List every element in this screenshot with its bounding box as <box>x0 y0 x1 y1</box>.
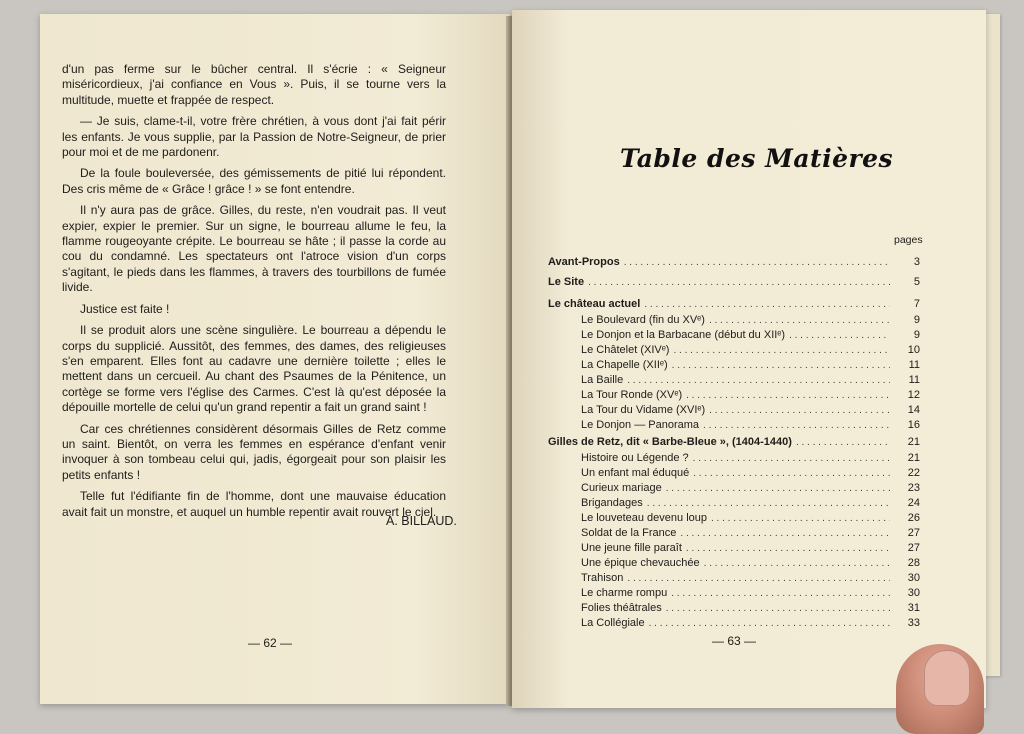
toc-leader-dots <box>693 453 890 464</box>
toc-entry-page: 33 <box>907 617 920 629</box>
toc-entry-label: Gilles de Retz, dit « Barbe-Bleue », (1404-1440) <box>548 436 792 448</box>
toc-entry-label: Le Donjon et la Barbacane (début du XIIᵉ) <box>581 329 786 341</box>
toc-entry-label: Une jeune fille paraît <box>581 542 682 554</box>
toc-entry-label: Le louveteau devenu loup <box>581 512 707 524</box>
toc-entry-label: Folies théâtrales <box>581 602 662 614</box>
toc-entry <box>548 298 920 313</box>
toc-entry <box>548 419 920 434</box>
toc-entry <box>548 329 920 344</box>
toc-entry-page: 28 <box>907 557 920 569</box>
toc-entry-page: 21 <box>907 436 920 448</box>
toc-leader-dots <box>671 588 890 599</box>
toc-entry <box>548 314 920 329</box>
toc-entry-page: 5 <box>913 276 920 288</box>
toc-entry-label: Le charme rompu <box>581 587 668 599</box>
toc-entry-label: Soldat de la France <box>581 527 677 539</box>
toc-entry-page: 14 <box>907 404 920 416</box>
toc-entry-page: 30 <box>907 572 920 584</box>
toc-entry-label: La Baille <box>581 374 624 386</box>
paragraph: De la foule bouleversée, des gémissements de pitié lui répondent. Des cris même de « Grâce ! grâce ! » se font entendre. <box>62 166 446 196</box>
paragraph: Car ces chrétiennes considèrent désormais Gilles de Retz comme un saint. Bientôt, on verra les femmes en espérance d'enfant venir invoquer à son tombeau celui qui, jadis, égorgeait pour son plaisir les petits enfants ! <box>62 421 446 482</box>
toc-entry-page: 3 <box>913 256 920 268</box>
toc-leader-dots <box>647 498 890 509</box>
toc-entry-page: 11 <box>908 374 920 386</box>
toc-entry-label: La Collégiale <box>581 617 645 629</box>
toc-entry-page: 12 <box>907 389 920 401</box>
toc-entry-page: 9 <box>913 329 920 341</box>
toc-entry <box>548 542 920 557</box>
toc-leader-dots <box>680 528 890 539</box>
toc-entry-page: 31 <box>907 602 920 614</box>
toc-entry-label: Le Donjon — Panorama <box>581 419 700 431</box>
toc-entry-page: 16 <box>907 419 920 431</box>
paragraph: Telle fut l'édifiante fin de l'homme, dont une mauvaise éducation avait fait un monstre, et auquel un humble repentir avait rouvert le ciel. <box>62 489 446 519</box>
toc-leader-dots <box>686 543 890 554</box>
toc-entry-label: La Tour Ronde (XVᵉ) <box>581 389 683 401</box>
toc-entry-label: Avant-Propos <box>548 256 620 268</box>
toc-entry-label: Brigandages <box>581 497 643 509</box>
toc-entry-label: Le Châtelet (XIVᵉ) <box>581 344 670 356</box>
toc-leader-dots <box>686 390 890 401</box>
toc-leader-dots <box>711 513 890 524</box>
toc-leader-dots <box>627 573 890 584</box>
toc-entry <box>548 452 920 467</box>
toc-entry-page: 10 <box>907 344 920 356</box>
toc-entry <box>548 256 920 271</box>
toc-entry-label: Le château actuel <box>548 298 641 310</box>
toc-leader-dots <box>588 277 890 288</box>
toc-entry-label: Trahison <box>581 572 624 584</box>
toc-entry <box>548 436 920 451</box>
page-number-left: — 62 — <box>248 636 293 650</box>
toc-entry <box>548 587 920 602</box>
toc-entry <box>548 557 920 572</box>
toc-leader-dots <box>644 299 890 310</box>
toc-entry-page: 26 <box>907 512 920 524</box>
toc-leader-dots <box>703 420 890 431</box>
toc-leader-dots <box>796 437 890 448</box>
toc-leader-dots <box>672 360 890 371</box>
toc-entry-label: La Tour du Vidame (XVIᵉ) <box>581 404 706 416</box>
left-page-text <box>62 62 446 526</box>
toc-leader-dots <box>673 345 890 356</box>
toc-title: Table des Matières <box>620 144 894 173</box>
toc-leader-dots <box>709 315 890 326</box>
toc-entry <box>548 482 920 497</box>
toc-leader-dots <box>693 468 890 479</box>
pages-column-label: pages <box>894 234 923 246</box>
toc-entry-page: 7 <box>913 298 920 310</box>
toc-entry-label: Le Boulevard (fin du XVᵉ) <box>581 314 705 326</box>
toc-entry-label: La Chapelle (XIIᵉ) <box>581 359 668 371</box>
toc-leader-dots <box>666 603 890 614</box>
toc-entry <box>548 276 920 291</box>
toc-entry <box>548 527 920 542</box>
toc-entry <box>548 512 920 527</box>
toc-entry-label: Un enfant mal éduqué <box>581 467 690 479</box>
toc-entry-page: 27 <box>907 542 920 554</box>
toc-leader-dots <box>666 483 890 494</box>
toc-entry-label: Une épique chevauchée <box>581 557 700 569</box>
toc-entry-label: Histoire ou Légende ? <box>581 452 689 464</box>
toc-entry <box>548 602 920 617</box>
toc-entry-page: 23 <box>907 482 920 494</box>
toc-leader-dots <box>624 257 890 268</box>
paragraph: Justice est faite ! <box>80 301 170 316</box>
toc-leader-dots <box>627 375 890 386</box>
toc-entry-page: 9 <box>913 314 920 326</box>
toc-entry-page: 22 <box>907 467 920 479</box>
toc-entry <box>548 404 920 419</box>
toc-entry <box>548 344 920 359</box>
paragraph: — Je suis, clame-t-il, votre frère chrétien, à vous dont j'ai fait périr les enfants. Je vous supplie, par la Passion de Notre-Seigneur, de prier pour moi et de me pardonenr. <box>62 114 446 160</box>
toc-entry-label: Le Site <box>548 276 585 288</box>
toc-leader-dots <box>704 558 890 569</box>
toc-leader-dots <box>709 405 890 416</box>
toc-entry-page: 30 <box>907 587 920 599</box>
toc-entry-page: 21 <box>907 452 920 464</box>
toc-entry-page: 27 <box>907 527 920 539</box>
toc-entry <box>548 467 920 482</box>
page-number-right: — 63 — <box>712 634 757 648</box>
toc-entry <box>548 572 920 587</box>
author-signature: A. BILLAUD. <box>386 514 457 528</box>
thumbnail-nail <box>924 650 970 706</box>
toc-leader-dots <box>789 330 890 341</box>
paragraph: Il n'y aura pas de grâce. Gilles, du reste, n'en voudrait pas. Il veut expier, expier le premier. Sur un signe, le bourreau allume le feu, la flamme rougeoyante crépite. Le bourreau se hâte ; il passe la corde au cou du condamné. Les spectateurs ont l'atroce vision d'un corps s'agitant, le pieds dans les flammes, à travers des tourbillons de fumée livide. <box>62 203 446 295</box>
paragraph: Il se produit alors une scène singulière. Le bourreau a dépendu le corps du supplicié. Aussitôt, des femmes, des dames, des religieuses s'en emparent. Elles font au cadavre une dernière toilette ; elles le mettent dans un cercueil. Au chant des Psaumes de la Pénitence, un cortège se forme vers l'église des Carmes. C'est là qu'est déposée la dépouille mortelle de celui qu'un grand repentir a fait un grand saint ! <box>62 323 446 415</box>
toc-entry <box>548 359 920 374</box>
toc-entry <box>548 389 920 404</box>
toc-entry <box>548 374 920 389</box>
toc-entry-label: Curieux mariage <box>581 482 662 494</box>
toc-entry-page: 11 <box>908 359 920 371</box>
paragraph: d'un pas ferme sur le bûcher central. Il s'écrie : « Seigneur miséricordieux, j'ai confiance en Vous ». Puis, il se tourne vers la multitude, muette et frappée de respect. <box>62 62 446 107</box>
toc-entry <box>548 497 920 512</box>
toc-leader-dots <box>649 618 890 629</box>
toc-entry <box>548 617 920 632</box>
toc-entry-page: 24 <box>907 497 920 509</box>
